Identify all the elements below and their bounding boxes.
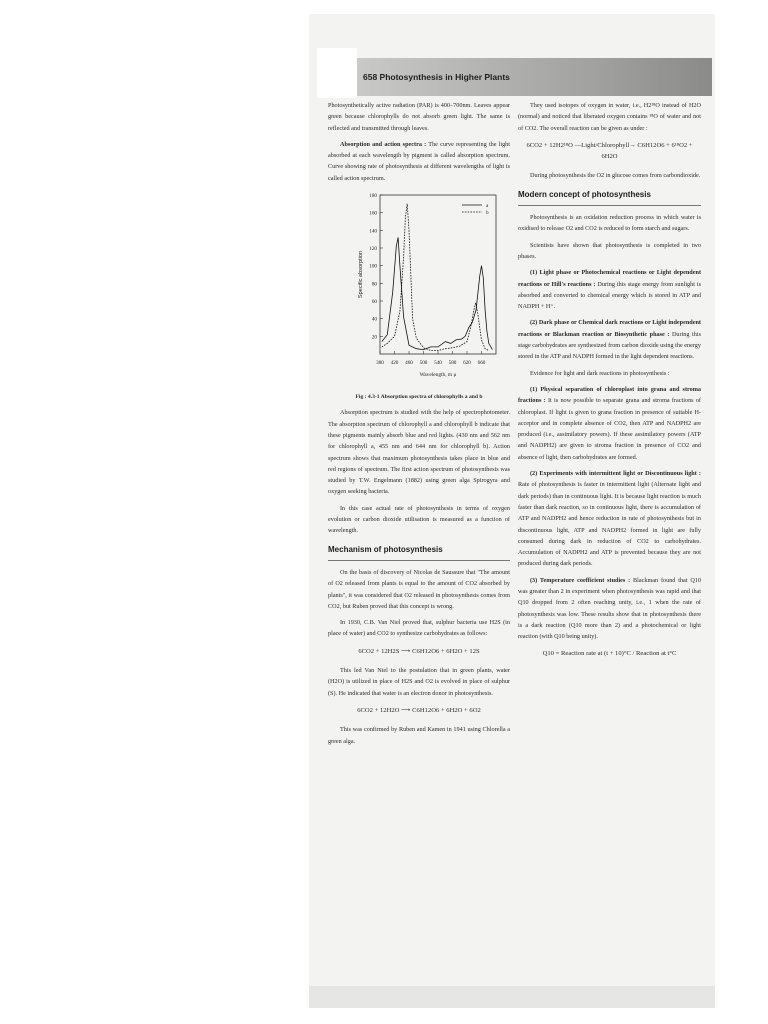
y-tick-label: 180 (369, 193, 377, 200)
left-column (328, 100, 510, 752)
paragraph: During photosynthesis the O2 in glucose comes from carbondioxide. (530, 172, 701, 180)
right-column (518, 100, 701, 668)
paragraph-lead: (1) Physical separation of chloroplast into grana and stroma fractions : (518, 385, 701, 405)
paragraph-lead: Absorption and action spectra : (340, 140, 427, 148)
paragraph-lead: (2) Dark phase or Chemical dark reactions or Light independent reactions or Blackman reaction or Biosynthetic phase : (518, 319, 701, 338)
y-tick-label: 100 (369, 263, 377, 270)
legend-label-b: b (486, 210, 489, 217)
paragraph (518, 317, 701, 362)
paragraph-text: During this stage carbohydrates are synthesized from carbon dioxide using the energy stored in the ATP and NADPH formed in the light dependent reactions. (518, 330, 701, 361)
paragraph: Scientists have shown that photosynthesis is completed in two phases. (518, 241, 701, 260)
y-tick-label: 140 (369, 228, 377, 235)
equation: 6CO2 + 12H2¹⁸O —Light/Chlorophyll→ C6H12O6 + 6¹⁸O2 + 6H2O (526, 141, 693, 161)
section-heading-modern-concept: Modern concept of photosynthesis (518, 189, 651, 199)
paragraph (518, 384, 701, 463)
paragraph-lead: (3) Temperature coefficient studies : (530, 576, 631, 584)
x-axis-label: Wavelength, m μ (419, 372, 457, 379)
paragraph: Photosynthetically active radiation (PAR) is 400–700nm. Leaves appear green because chlorophylls do not absorb green light. The same is reflected and transmitted through leaves. (328, 102, 510, 132)
page-header-title: 658 Photosynthesis in Higher Plants (363, 72, 510, 82)
y-tick-label: 160 (369, 210, 377, 217)
plot-frame (380, 195, 496, 354)
heading-rule (328, 560, 510, 561)
paragraph-text: It is now possible to separate grana and stroma fractions of chloroplast. If light is given to grana fraction in presence of suitable H-acceptor and in complete absence of CO2, then ATP and NADPH2 are produced (i.e., assimilatory powers). If these assimilatory powers (ATP and NADPH2) are given to stroma fraction in presence of CO2 and absence of light, then carbohydrates are formed. (518, 397, 701, 461)
paragraph: They used isotopes of oxygen in water, i.e., H2¹⁸O instead of H2O (normal) and noticed that liberated oxygen contains ¹⁸O of water and not of CO2. The overall reaction can be given as under : (518, 102, 701, 132)
paragraph-text: Rate of photosynthesis is faster in intermittent light (Alternate light and dark periods) than in continuous light. It is because light reaction is much faster than dark reaction, so in continuous light, there is accumulation of ATP and NADPH2 and hence reduction in rate of photosynthesis but in discontinuous light, ATP and NADPH2 formed in light are fully consumed during dark in reduction of CO2 to carbohydrates. Accumulation of NADPH2 and ATP is prevented because they are not produced during dark periods. (518, 481, 701, 568)
equation: Q10 = Reaction rate at (t + 10)°C / Reaction at t°C (542, 650, 677, 658)
paragraph (518, 575, 701, 643)
paragraph: Absorption spectrum is studied with the help of spectrophotometer. The absorption spectrum of chlorophyll a and chlorophyll b indicate that these pigments mainly absorb blue and red lights. (430 nm and 562 nm for chlorophyll a, 455 nm and 644 nm for chlorophyll b). Action spectrum shows that maximum photosynthesis takes place in blue and red regions of spectrum. The first action spectrum of photosynthesis was studied by T.W. Engelmann (1882) using green alga Spirogyra and oxygen seeking bacteria. (328, 409, 510, 496)
paragraph (518, 468, 701, 570)
paragraph: On the basis of discovery of Nicolas de Saussure that "The amount of O2 released from plants is equal to the amount of CO2 absorbed by plants", it was considered that O2 released in photosynthesis comes from CO2, but Ruben proved that this concept is wrong. (328, 568, 510, 610)
paragraph: This led Van Niel to the postulation that in green plants, water (H2O) is utilized in place of H2S and O2 is evolved in place of sulphur (S). He indicated that water is an electron donor in photosynthesis. (328, 667, 510, 697)
paragraph: Evidence for light and dark reactions in photosynthesis : (530, 369, 670, 377)
paragraph-lead: (2) Experiments with intermittent light or Discontinuous light : (530, 470, 701, 478)
y-tick-label: 120 (369, 246, 377, 253)
paragraph: In 1930, C.B. Van Niel proved that, sulphur bacteria use H2S (in place of water) and CO2 to synthesize carbohydrates as follows: (328, 619, 510, 638)
paragraph-text: Blackman found that Q10 was greater than 2 in experiment when photosynthesis was rapid and that Q10 dropped from 2 often reaching unity, i.e., 1 when the rate of photosynthesis was low. These results show that in photosynthesis there is a dark reaction (Q10 more than 2) and a photochemical or light reaction (with Q10 being unity). (518, 576, 701, 641)
paragraph: Photosynthesis is an oxidation reduction process in which water is oxidised to release O2 and CO2 is reduced to form starch and sugars. (518, 214, 701, 233)
x-tick-label: 620 (463, 360, 471, 367)
series-line-b (382, 204, 489, 351)
x-tick-label: 460 (405, 360, 413, 367)
paragraph-lead: (1) Light phase or Photochemical reactions or Light dependent reactions or Hill's reactions : (518, 269, 701, 288)
section-heading-mechanism: Mechanism of photosynthesis (328, 544, 443, 554)
page-bottom-shadow (309, 986, 715, 1008)
x-tick-label: 500 (419, 360, 428, 367)
series-line-a (382, 237, 493, 349)
paragraph (328, 139, 510, 184)
x-tick-label: 540 (434, 360, 442, 367)
x-tick-label: 380 (376, 360, 384, 367)
heading-rule (518, 205, 701, 206)
x-tick-label: 660 (477, 360, 486, 367)
equation: 6CO2 + 12H2O ⟶ C6H12O6 + 6H2O + 6O2 (357, 706, 481, 714)
x-tick-label: 420 (390, 360, 399, 367)
figure-caption: Fig : 4.3-1 Absorption spectra of chlorophylls a and b (355, 394, 483, 401)
equation: 6CO2 + 12H2S ⟶ C6H12O6 + 6H2O + 12S (358, 647, 480, 655)
paragraph: This was confirmed by Ruben and Kamen in 1941 using Chlorella a green alga. (328, 726, 510, 745)
x-tick-label: 580 (448, 360, 457, 367)
document-page (309, 14, 715, 1006)
legend-label-a: a (486, 203, 489, 210)
absorption-spectrum-chart (328, 189, 510, 389)
paragraph-text: The curve representing the light absorbed at each wavelength by pigment is called absorption spectrum. Curve showing rate of photosynthesis at different wavelengths of light is called action spectrum. (328, 140, 510, 182)
y-tick-label: 40 (371, 316, 377, 323)
paragraph (518, 267, 701, 312)
paragraph-text: During this stage energy from sunlight is absorbed and converted to chemical energy which is stored in ATP and NADPH + H⁺. (518, 280, 702, 311)
paragraph: In this case actual rate of photosynthesis in terms of oxygen evolution or carbon dioxide utilisation is measured as a function of wavelength. (328, 504, 510, 535)
y-axis-label: Specific absorption (358, 250, 364, 299)
y-tick-label: 20 (371, 334, 377, 341)
header-blank-box (317, 48, 357, 98)
y-tick-label: 80 (371, 281, 377, 288)
y-tick-label: 60 (371, 299, 377, 306)
